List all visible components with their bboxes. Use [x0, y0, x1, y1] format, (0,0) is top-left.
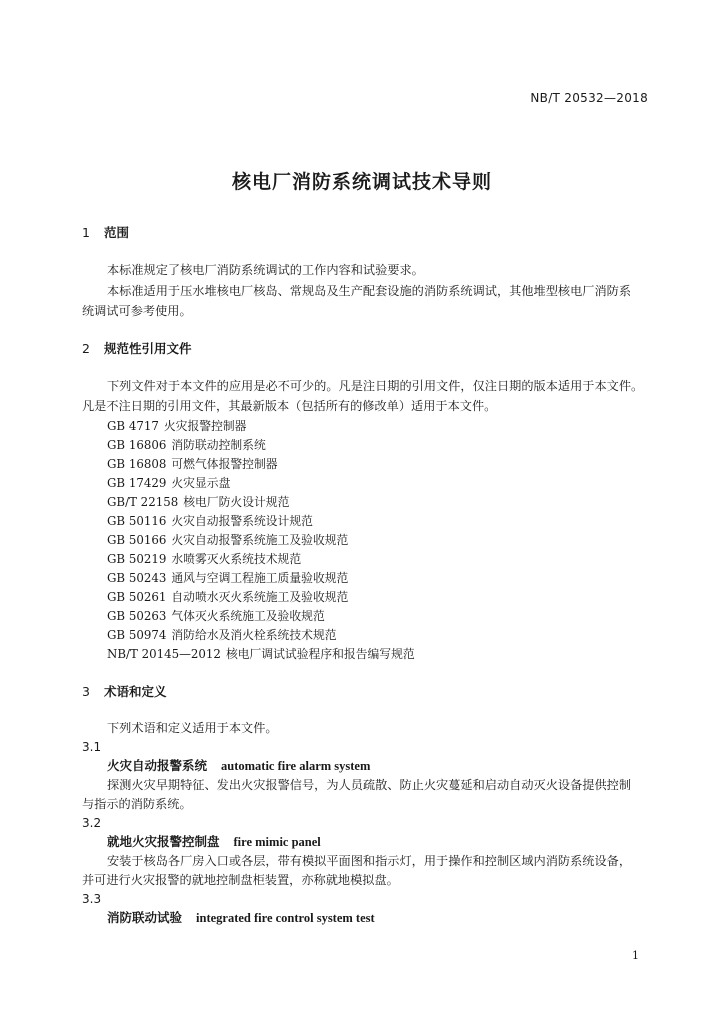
reference-title: 可燃气体报警控制器 — [171, 457, 278, 471]
term-en: automatic fire alarm system — [221, 759, 371, 773]
standard-code: NB/T 20532—2018 — [530, 91, 648, 105]
section-number: 2 — [82, 341, 90, 356]
reference-item — [107, 646, 415, 662]
reference-code: GB 16808 — [107, 457, 167, 471]
section-number: 3 — [82, 684, 90, 699]
paragraph-line: 统调试可参考使用。 — [82, 304, 192, 318]
term-heading — [107, 758, 370, 774]
reference-item — [107, 494, 289, 510]
reference-item — [107, 418, 246, 434]
reference-code: GB 50219 — [107, 552, 167, 566]
term-zh: 就地火灾报警控制盘 — [107, 834, 220, 849]
term-heading — [107, 834, 321, 850]
reference-title: 核电厂调试试验程序和报告编写规范 — [225, 647, 415, 661]
reference-title: 火灾自动报警系统设计规范 — [171, 514, 313, 528]
reference-item — [107, 456, 278, 472]
reference-item — [107, 437, 266, 453]
document-title: 核电厂消防系统调试技术导则 — [231, 171, 492, 193]
reference-item — [107, 608, 325, 624]
reference-title: 火灾显示盘 — [171, 476, 231, 490]
section-title: 范围 — [104, 225, 130, 240]
section-2-heading — [82, 341, 192, 357]
reference-item — [107, 532, 348, 548]
paragraph: 本标准规定了核电厂消防系统调试的工作内容和试验要求。 — [107, 263, 424, 277]
reference-code: GB 50166 — [107, 533, 167, 547]
section-3-heading — [82, 684, 167, 700]
paragraph-line: 凡是不注日期的引用文件，其最新版本（包括所有的修改单）适用于本文件。 — [82, 399, 497, 413]
definition-line: 安装于核岛各厂房入口或各层，带有模拟平面图和指示灯，用于操作和控制区域内消防系统设备， — [107, 854, 632, 868]
reference-item — [107, 475, 230, 491]
reference-code: GB 50116 — [107, 514, 167, 528]
page-number: 1 — [632, 949, 639, 962]
definition-line: 探测火灾早期特征、发出火灾报警信号，为人员疏散、防止火灾蔓延和启动自动灭火设备提供控制 — [107, 778, 632, 792]
reference-title: 火灾自动报警系统施工及验收规范 — [171, 533, 349, 547]
term-zh: 消防联动试验 — [107, 910, 183, 925]
clause-number: 3.1 — [82, 740, 102, 754]
reference-code: NB/T 20145—2012 — [107, 647, 221, 661]
definition-line: 与指示的消防系统。 — [82, 797, 192, 811]
reference-title: 核电厂防火设计规范 — [183, 495, 290, 509]
reference-title: 自动喷水灭火系统施工及验收规范 — [171, 590, 349, 604]
reference-item — [107, 627, 337, 643]
reference-title: 气体灭火系统施工及验收规范 — [171, 609, 325, 623]
reference-code: GB 4717 — [107, 419, 159, 433]
reference-item — [107, 551, 301, 567]
term-heading — [107, 910, 375, 926]
paragraph-line: 下列文件对于本文件的应用是必不可少的。凡是注日期的引用文件，仅注日期的版本适用于本文件。 — [107, 379, 644, 393]
reference-item — [107, 570, 348, 586]
reference-code: GB 50974 — [107, 628, 167, 642]
reference-code: GB 50261 — [107, 590, 167, 604]
term-en: integrated fire control system test — [196, 911, 375, 925]
reference-title: 消防给水及消火栓系统技术规范 — [171, 628, 337, 642]
clause-number: 3.3 — [82, 892, 102, 906]
reference-item — [107, 589, 348, 605]
section-1-heading — [82, 225, 129, 241]
term-zh: 火灾自动报警系统 — [107, 758, 208, 773]
section-number: 1 — [82, 225, 90, 240]
reference-title: 水喷雾灭火系统技术规范 — [171, 552, 302, 566]
reference-title: 消防联动控制系统 — [171, 438, 266, 452]
reference-code: GB 16806 — [107, 438, 167, 452]
reference-title: 通风与空调工程施工质量验收规范 — [171, 571, 349, 585]
reference-title: 火灾报警控制器 — [163, 419, 247, 433]
reference-code: GB 17429 — [107, 476, 167, 490]
reference-item — [107, 513, 313, 529]
reference-code: GB/T 22158 — [107, 495, 179, 509]
clause-number: 3.2 — [82, 816, 102, 830]
paragraph: 下列术语和定义适用于本文件。 — [107, 721, 278, 735]
reference-code: GB 50263 — [107, 609, 167, 623]
term-en: fire mimic panel — [233, 835, 321, 849]
definition-line: 并可进行火灾报警的就地控制盘柜装置，亦称就地模拟盘。 — [82, 873, 399, 887]
paragraph-line: 本标准适用于压水堆核电厂核岛、常规岛及生产配套设施的消防系统调试，其他堆型核电厂消防系 — [107, 284, 632, 298]
section-title: 术语和定义 — [104, 684, 167, 699]
section-title: 规范性引用文件 — [104, 341, 192, 356]
reference-code: GB 50243 — [107, 571, 167, 585]
